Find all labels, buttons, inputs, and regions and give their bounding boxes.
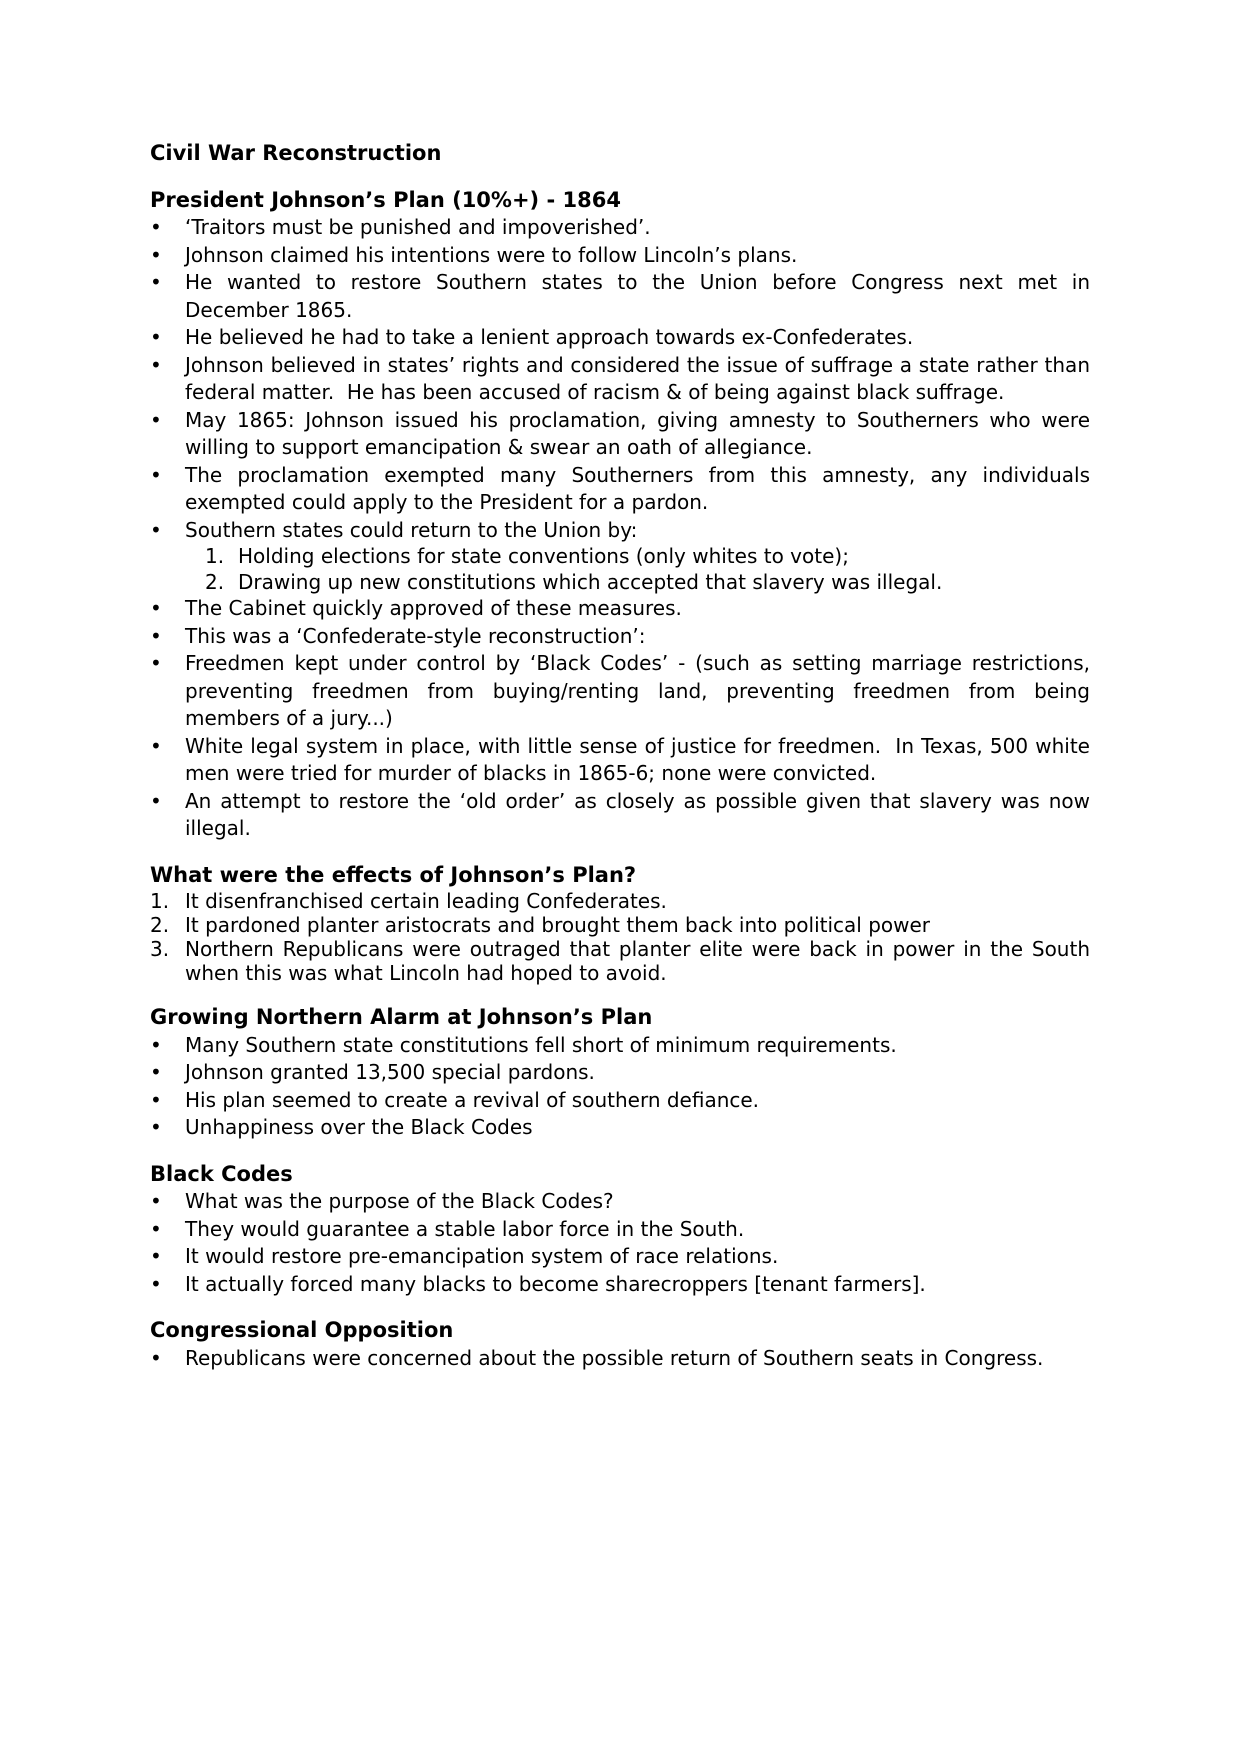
list-item	[150, 352, 1090, 407]
bullet-icon: •	[150, 215, 162, 239]
list-number: 3.	[150, 937, 170, 961]
list-item	[205, 570, 1090, 596]
list-item	[150, 1243, 1090, 1271]
list-item	[150, 733, 1090, 788]
list-item-text: It disenfranchised certain leading Confederates.	[185, 889, 667, 913]
list-item	[150, 269, 1090, 324]
list-number: 1.	[150, 889, 170, 913]
section-heading: What were the effects of Johnson’s Plan?	[150, 862, 637, 887]
list-item	[205, 544, 1090, 570]
list-item	[150, 1345, 1090, 1373]
section-heading: Growing Northern Alarm at Johnson’s Plan	[150, 1005, 653, 1029]
bullet-icon: •	[150, 596, 162, 620]
list-item	[150, 1114, 1090, 1142]
bullet-icon: •	[150, 733, 162, 758]
bullet-icon: •	[150, 462, 162, 487]
list-item-text: It pardoned planter aristocrats and brought them back into political power	[185, 913, 931, 937]
list-item-text: Southern states could return to the Union by:	[185, 517, 638, 542]
list-item-text: Drawing up new constitutions which accepted that slavery was illegal.	[238, 569, 943, 594]
list-item-text: Unhappiness over the Black Codes	[185, 1115, 533, 1139]
bullet-icon: •	[150, 242, 162, 267]
document-title: Civil War Reconstruction	[150, 141, 442, 165]
list-item	[150, 889, 1090, 913]
list-item	[150, 1032, 1090, 1060]
bullet-icon: •	[150, 407, 162, 432]
list-item	[150, 214, 1090, 242]
list-item-text: Freedmen kept under control by ‘Black Codes’ - (such as setting marriage restrictions, preventing freedmen from buying/renting land, preventing freedmen from being members of a jury...)	[185, 651, 1090, 730]
list-item-text: Johnson claimed his intentions were to follow Lincoln’s plans.	[185, 242, 798, 267]
list-item	[150, 1271, 1090, 1299]
list-item-text: White legal system in place, with little sense of justice for freedmen. In Texas, 500 white men were tried for murder of blacks in 1865-6; none were convicted.	[185, 733, 1090, 785]
bullet-icon: •	[150, 325, 162, 349]
bullet-icon: •	[150, 1115, 162, 1139]
list-item-text: The Cabinet quickly approved of these measures.	[185, 596, 682, 620]
section-heading: Congressional Opposition	[150, 1318, 454, 1342]
section-heading: Black Codes	[150, 1161, 293, 1186]
list-item-text: Johnson believed in states’ rights and considered the issue of suffrage a state rather than federal matter. He has been accused of racism & of being against black suffrage.	[185, 352, 1090, 404]
bullet-icon: •	[150, 1060, 162, 1084]
list-item	[150, 595, 1090, 623]
list-item-text: They would guarantee a stable labor force in the South.	[185, 1216, 745, 1241]
list-item-text: An attempt to restore the ‘old order’ as closely as possible given that slavery was now illegal.	[185, 788, 1090, 840]
list-item-text: He believed he had to take a lenient approach towards ex-Confederates.	[185, 325, 914, 349]
list-item-text: Johnson granted 13,500 special pardons.	[185, 1060, 595, 1084]
bullet-icon: •	[150, 1345, 162, 1370]
list-item-text: It would restore pre-emancipation system of race relations.	[185, 1244, 779, 1268]
bullet-icon: •	[150, 623, 162, 648]
list-item	[150, 242, 1090, 270]
bullet-icon: •	[150, 651, 162, 675]
document-page	[150, 140, 1090, 1372]
list-item	[150, 407, 1090, 462]
bullet-icon: •	[150, 1087, 162, 1112]
bullet-icon: •	[150, 270, 162, 294]
list-item-text: May 1865: Johnson issued his proclamation, giving amnesty to Southerners who were willing to support emancipation & swear an oath of allegiance.	[185, 407, 1090, 459]
list-item	[150, 1087, 1090, 1115]
list-item-text: He wanted to restore Southern states to the Union before Congress next met in December 1865.	[185, 270, 1090, 322]
list-item	[150, 1188, 1090, 1216]
bullet-icon: •	[150, 1271, 162, 1296]
list-item	[150, 1059, 1090, 1087]
list-item	[150, 1216, 1090, 1244]
bullet-icon: •	[150, 352, 162, 377]
list-item-text: This was a ‘Confederate-style reconstruction’:	[185, 623, 646, 648]
bullet-icon: •	[150, 1032, 162, 1057]
sections	[150, 187, 1090, 1373]
list-item	[150, 650, 1090, 733]
list-item-text: Republicans were concerned about the possible return of Southern seats in Congress.	[185, 1345, 1044, 1370]
list-item	[150, 462, 1090, 517]
list-item	[150, 913, 1090, 937]
list-item	[150, 324, 1090, 352]
bullet-icon: •	[150, 517, 162, 542]
bullet-icon: •	[150, 1189, 162, 1213]
list-item	[150, 937, 1090, 985]
list-item	[150, 788, 1090, 843]
bullet-icon: •	[150, 788, 162, 813]
list-number: 2.	[150, 913, 170, 937]
list-item-text: His plan seemed to create a revival of southern defiance.	[185, 1087, 760, 1112]
list-item	[150, 517, 1090, 545]
list-number: 1.	[205, 544, 225, 568]
list-item-text: Many Southern state constitutions fell short of minimum requirements.	[185, 1032, 897, 1057]
bullet-icon: •	[150, 1216, 162, 1241]
list-item-text: What was the purpose of the Black Codes?	[185, 1189, 614, 1213]
list-item-text: Holding elections for state conventions (only whites to vote);	[238, 544, 849, 568]
section-heading: President Johnson’s Plan (10%+) - 1864	[150, 187, 621, 212]
list-item-text: It actually forced many blacks to become sharecroppers [tenant farmers].	[185, 1271, 926, 1296]
list-item-text: ‘Traitors must be punished and impoverished’.	[185, 215, 651, 239]
bullet-icon: •	[150, 1244, 162, 1268]
list-item	[150, 623, 1090, 651]
list-item-text: Northern Republicans were outraged that planter elite were back in power in the South when this was what Lincoln had hoped to avoid.	[185, 937, 1090, 985]
list-number: 2.	[205, 569, 225, 594]
list-item-text: The proclamation exempted many Southerners from this amnesty, any individuals exempted could apply to the President for a pardon.	[185, 462, 1090, 514]
